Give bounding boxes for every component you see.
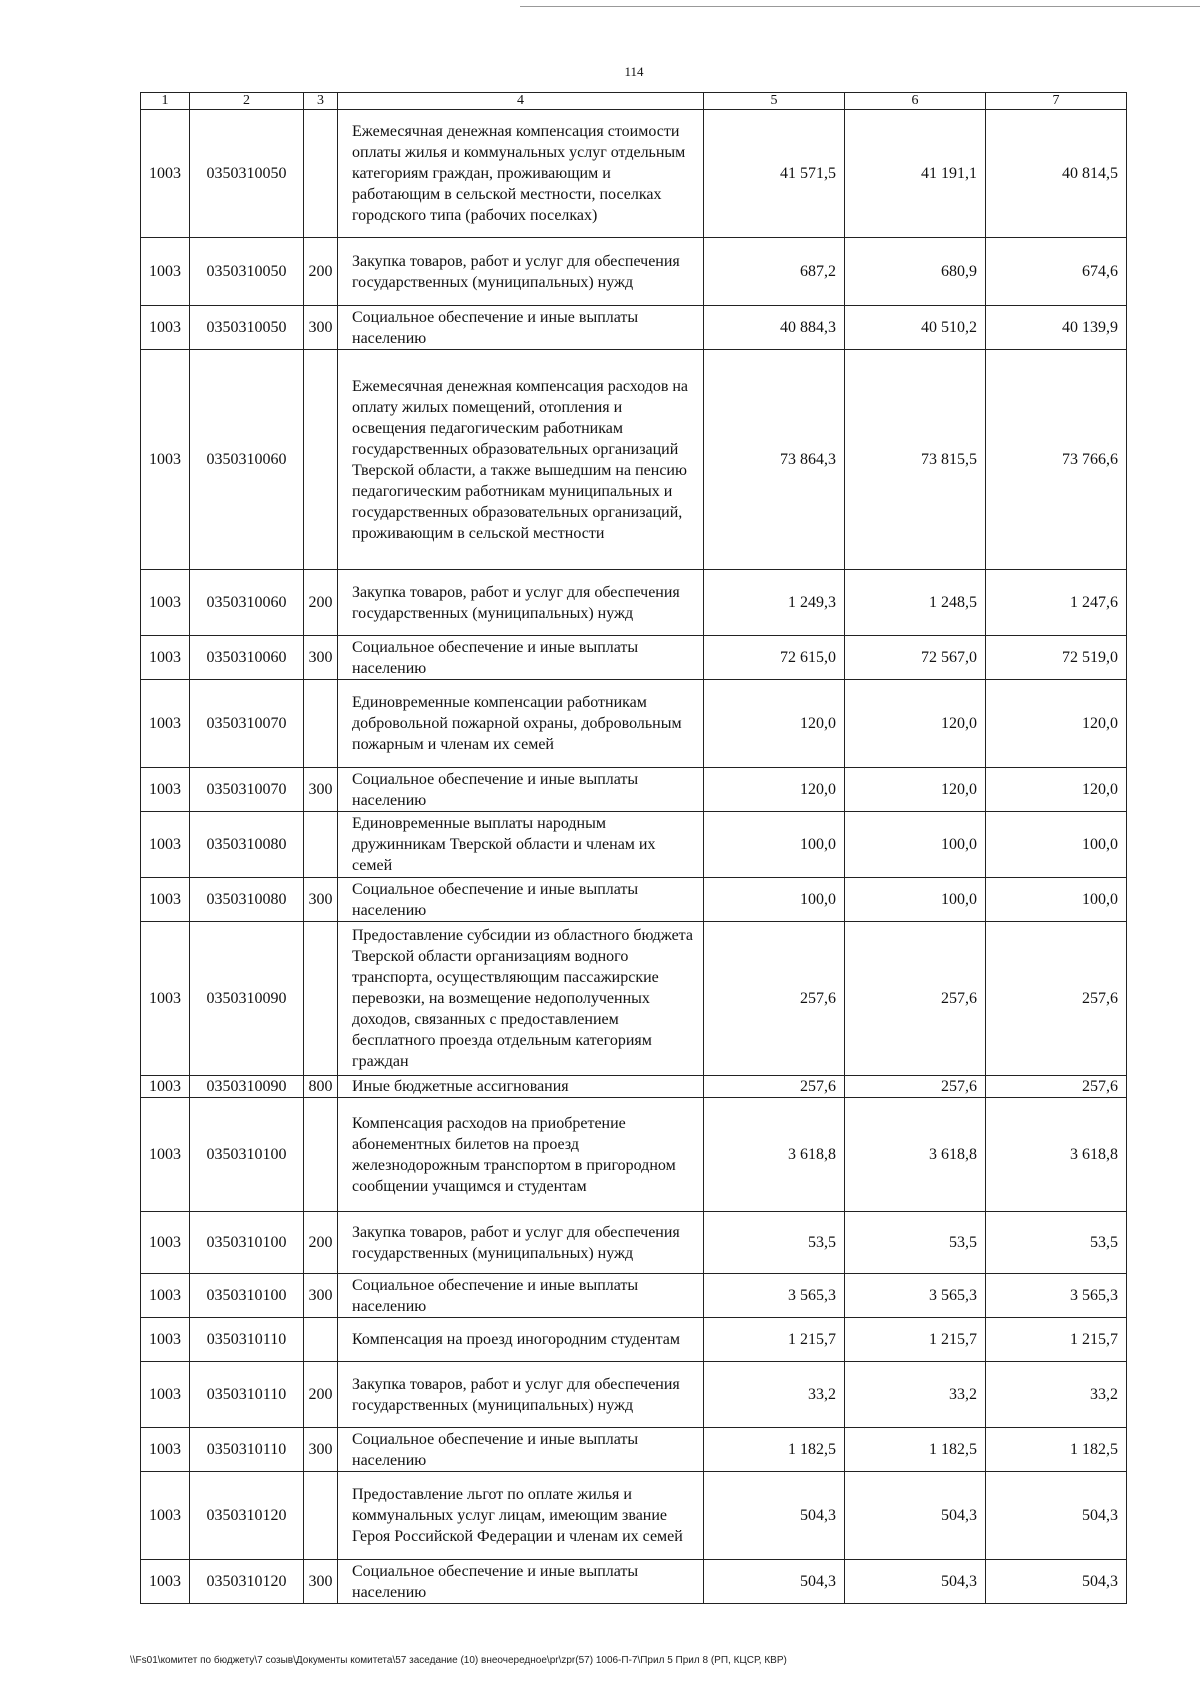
section-code-cell: 1003: [141, 1076, 190, 1098]
amount-year1-cell: 73 864,3: [704, 350, 845, 570]
target-article-cell: 0350310100: [190, 1274, 304, 1318]
description-cell: Социальное обеспечение и иные выплаты населению: [338, 768, 704, 812]
section-code-cell: 1003: [141, 1098, 190, 1212]
description-cell: Компенсация расходов на приобретение абонементных билетов на проезд железнодорожным транспортом в пригородном сообщении учащимся и студентам: [338, 1098, 704, 1212]
description-cell: Социальное обеспечение и иные выплаты населению: [338, 1428, 704, 1472]
amount-year3-cell: 504,3: [986, 1560, 1127, 1604]
target-article-cell: 0350310110: [190, 1428, 304, 1472]
target-article-cell: 0350310060: [190, 570, 304, 636]
section-code-cell: 1003: [141, 350, 190, 570]
description-cell: Ежемесячная денежная компенсация стоимости оплаты жилья и коммунальных услуг отдельным категориям граждан, проживающим и работающим в сельской местности, поселках городского типа (рабочих поселках): [338, 110, 704, 238]
section-code-cell: 1003: [141, 1362, 190, 1428]
amount-year1-cell: 33,2: [704, 1362, 845, 1428]
section-code-cell: 1003: [141, 680, 190, 768]
col-header-3: 3: [304, 93, 338, 110]
amount-year3-cell: 674,6: [986, 238, 1127, 306]
amount-year2-cell: 680,9: [845, 238, 986, 306]
amount-year1-cell: 687,2: [704, 238, 845, 306]
table-row: [141, 1560, 1127, 1604]
target-article-cell: 0350310060: [190, 636, 304, 680]
expense-type-cell: 300: [304, 878, 338, 922]
description-cell: Социальное обеспечение и иные выплаты населению: [338, 878, 704, 922]
amount-year1-cell: 53,5: [704, 1212, 845, 1274]
table-row: [141, 1212, 1127, 1274]
amount-year2-cell: 100,0: [845, 878, 986, 922]
amount-year2-cell: 73 815,5: [845, 350, 986, 570]
amount-year2-cell: 257,6: [845, 1076, 986, 1098]
amount-year3-cell: 100,0: [986, 878, 1127, 922]
target-article-cell: 0350310080: [190, 812, 304, 878]
section-code-cell: 1003: [141, 238, 190, 306]
description-cell: Социальное обеспечение и иные выплаты населению: [338, 306, 704, 350]
expense-type-cell: 300: [304, 768, 338, 812]
amount-year3-cell: 3 618,8: [986, 1098, 1127, 1212]
amount-year1-cell: 3 618,8: [704, 1098, 845, 1212]
expense-type-cell: [304, 922, 338, 1076]
table-row: [141, 1076, 1127, 1098]
section-code-cell: 1003: [141, 922, 190, 1076]
table-row: [141, 768, 1127, 812]
amount-year2-cell: 120,0: [845, 768, 986, 812]
amount-year1-cell: 3 565,3: [704, 1274, 845, 1318]
target-article-cell: 0350310050: [190, 110, 304, 238]
description-cell: Социальное обеспечение и иные выплаты населению: [338, 1274, 704, 1318]
section-code-cell: 1003: [141, 1472, 190, 1560]
amount-year3-cell: 1 247,6: [986, 570, 1127, 636]
description-cell: Социальное обеспечение и иные выплаты населению: [338, 636, 704, 680]
amount-year3-cell: 257,6: [986, 1076, 1127, 1098]
target-article-cell: 0350310110: [190, 1362, 304, 1428]
target-article-cell: 0350310050: [190, 238, 304, 306]
amount-year2-cell: 1 215,7: [845, 1318, 986, 1362]
table-row: [141, 680, 1127, 768]
amount-year2-cell: 120,0: [845, 680, 986, 768]
table-row: [141, 350, 1127, 570]
amount-year2-cell: 33,2: [845, 1362, 986, 1428]
amount-year2-cell: 100,0: [845, 812, 986, 878]
amount-year1-cell: 1 215,7: [704, 1318, 845, 1362]
description-cell: Иные бюджетные ассигнования: [338, 1076, 704, 1098]
table-row: [141, 306, 1127, 350]
table-row: [141, 1318, 1127, 1362]
description-cell: Предоставление льгот по оплате жилья и коммунальных услуг лицам, имеющим звание Героя Российской Федерации и членам их семей: [338, 1472, 704, 1560]
target-article-cell: 0350310070: [190, 680, 304, 768]
section-code-cell: 1003: [141, 1274, 190, 1318]
description-cell: Закупка товаров, работ и услуг для обеспечения государственных (муниципальных) нужд: [338, 1362, 704, 1428]
description-cell: Закупка товаров, работ и услуг для обеспечения государственных (муниципальных) нужд: [338, 238, 704, 306]
amount-year1-cell: 41 571,5: [704, 110, 845, 238]
table-row: [141, 238, 1127, 306]
table-row: [141, 812, 1127, 878]
scan-edge-line: [520, 6, 1200, 7]
expense-type-cell: [304, 812, 338, 878]
description-cell: Компенсация на проезд иногородним студентам: [338, 1318, 704, 1362]
section-code-cell: 1003: [141, 570, 190, 636]
table-row: [141, 570, 1127, 636]
section-code-cell: 1003: [141, 878, 190, 922]
amount-year1-cell: 120,0: [704, 768, 845, 812]
amount-year3-cell: 100,0: [986, 812, 1127, 878]
page-number: 114: [624, 64, 644, 79]
target-article-cell: 0350310070: [190, 768, 304, 812]
amount-year2-cell: 41 191,1: [845, 110, 986, 238]
expense-type-cell: 200: [304, 1212, 338, 1274]
amount-year3-cell: 1 215,7: [986, 1318, 1127, 1362]
col-header-5: 5: [704, 93, 845, 110]
amount-year3-cell: 40 814,5: [986, 110, 1127, 238]
expense-type-cell: 300: [304, 1274, 338, 1318]
table-body: [141, 110, 1127, 1604]
amount-year3-cell: 40 139,9: [986, 306, 1127, 350]
amount-year1-cell: 1 182,5: [704, 1428, 845, 1472]
section-code-cell: 1003: [141, 1212, 190, 1274]
section-code-cell: 1003: [141, 306, 190, 350]
description-cell: Закупка товаров, работ и услуг для обеспечения государственных (муниципальных) нужд: [338, 1212, 704, 1274]
description-cell: Единовременные выплаты народным дружинникам Тверской области и членам их семей: [338, 812, 704, 878]
expense-type-cell: [304, 1098, 338, 1212]
expense-type-cell: 200: [304, 238, 338, 306]
description-cell: Единовременные компенсации работникам добровольной пожарной охраны, добровольным пожарным и членам их семей: [338, 680, 704, 768]
amount-year1-cell: 504,3: [704, 1560, 845, 1604]
amount-year1-cell: 100,0: [704, 878, 845, 922]
table-row: [141, 1428, 1127, 1472]
target-article-cell: 0350310060: [190, 350, 304, 570]
expense-type-cell: [304, 350, 338, 570]
table-row: [141, 1472, 1127, 1560]
amount-year1-cell: 257,6: [704, 922, 845, 1076]
section-code-cell: 1003: [141, 768, 190, 812]
target-article-cell: 0350310100: [190, 1098, 304, 1212]
amount-year1-cell: 1 249,3: [704, 570, 845, 636]
description-cell: Закупка товаров, работ и услуг для обеспечения государственных (муниципальных) нужд: [338, 570, 704, 636]
expense-type-cell: 300: [304, 1428, 338, 1472]
section-code-cell: 1003: [141, 110, 190, 238]
expense-type-cell: 200: [304, 1362, 338, 1428]
footer-file-path: \\Fs01\комитет по бюджету\7 созыв\Документы комитета\57 заседание (10) внеочередное\pr\zpr(57) 1006-П-7\Прил 5 Прил 8 (РП, КЦСР, КВР): [130, 1655, 787, 1666]
col-header-6: 6: [845, 93, 986, 110]
amount-year2-cell: 3 565,3: [845, 1274, 986, 1318]
amount-year2-cell: 504,3: [845, 1472, 986, 1560]
col-header-4: 4: [338, 93, 704, 110]
target-article-cell: 0350310050: [190, 306, 304, 350]
amount-year2-cell: 257,6: [845, 922, 986, 1076]
amount-year3-cell: 53,5: [986, 1212, 1127, 1274]
amount-year3-cell: 120,0: [986, 680, 1127, 768]
amount-year3-cell: 3 565,3: [986, 1274, 1127, 1318]
table-row: [141, 922, 1127, 1076]
amount-year2-cell: 1 182,5: [845, 1428, 986, 1472]
expense-type-cell: 800: [304, 1076, 338, 1098]
target-article-cell: 0350310090: [190, 1076, 304, 1098]
amount-year2-cell: 72 567,0: [845, 636, 986, 680]
section-code-cell: 1003: [141, 812, 190, 878]
amount-year3-cell: 120,0: [986, 768, 1127, 812]
amount-year1-cell: 504,3: [704, 1472, 845, 1560]
expense-type-cell: 300: [304, 636, 338, 680]
section-code-cell: 1003: [141, 636, 190, 680]
expense-type-cell: 300: [304, 306, 338, 350]
target-article-cell: 0350310100: [190, 1212, 304, 1274]
expense-type-cell: [304, 1318, 338, 1362]
section-code-cell: 1003: [141, 1428, 190, 1472]
expense-type-cell: [304, 1472, 338, 1560]
section-code-cell: 1003: [141, 1560, 190, 1604]
amount-year1-cell: 120,0: [704, 680, 845, 768]
table-row: [141, 636, 1127, 680]
amount-year3-cell: 73 766,6: [986, 350, 1127, 570]
target-article-cell: 0350310080: [190, 878, 304, 922]
amount-year1-cell: 100,0: [704, 812, 845, 878]
description-cell: Социальное обеспечение и иные выплаты населению: [338, 1560, 704, 1604]
table-row: [141, 1362, 1127, 1428]
amount-year3-cell: 1 182,5: [986, 1428, 1127, 1472]
table-row: [141, 1274, 1127, 1318]
amount-year3-cell: 72 519,0: [986, 636, 1127, 680]
col-header-7: 7: [986, 93, 1127, 110]
table-row: [141, 110, 1127, 238]
amount-year3-cell: 33,2: [986, 1362, 1127, 1428]
amount-year2-cell: 1 248,5: [845, 570, 986, 636]
table-row: [141, 878, 1127, 922]
target-article-cell: 0350310120: [190, 1560, 304, 1604]
budget-table: [140, 92, 1127, 1604]
col-header-1: 1: [141, 93, 190, 110]
expense-type-cell: 200: [304, 570, 338, 636]
expense-type-cell: 300: [304, 1560, 338, 1604]
amount-year2-cell: 3 618,8: [845, 1098, 986, 1212]
table-header-row: [141, 93, 1127, 110]
section-code-cell: 1003: [141, 1318, 190, 1362]
expense-type-cell: [304, 680, 338, 768]
amount-year2-cell: 40 510,2: [845, 306, 986, 350]
amount-year2-cell: 504,3: [845, 1560, 986, 1604]
amount-year1-cell: 257,6: [704, 1076, 845, 1098]
amount-year1-cell: 72 615,0: [704, 636, 845, 680]
amount-year2-cell: 53,5: [845, 1212, 986, 1274]
description-cell: Предоставление субсидии из областного бюджета Тверской области организациям водного транспорта, осуществляющим пассажирские перевозки, на возмещение недополученных доходов, связанных с предоставлением бесплатного проезда отдельным категориям граждан: [338, 922, 704, 1076]
expense-type-cell: [304, 110, 338, 238]
table-row: [141, 1098, 1127, 1212]
target-article-cell: 0350310090: [190, 922, 304, 1076]
target-article-cell: 0350310120: [190, 1472, 304, 1560]
amount-year1-cell: 40 884,3: [704, 306, 845, 350]
col-header-2: 2: [190, 93, 304, 110]
amount-year3-cell: 257,6: [986, 922, 1127, 1076]
amount-year3-cell: 504,3: [986, 1472, 1127, 1560]
target-article-cell: 0350310110: [190, 1318, 304, 1362]
description-cell: Ежемесячная денежная компенсация расходов на оплату жилых помещений, отопления и освещения педагогическим работникам государственных образовательных организаций Тверской области, а также вышедшим на пенсию педагогическим работникам муниципальных и государственных образовательных организаций, проживающим в сельской местности: [338, 350, 704, 570]
